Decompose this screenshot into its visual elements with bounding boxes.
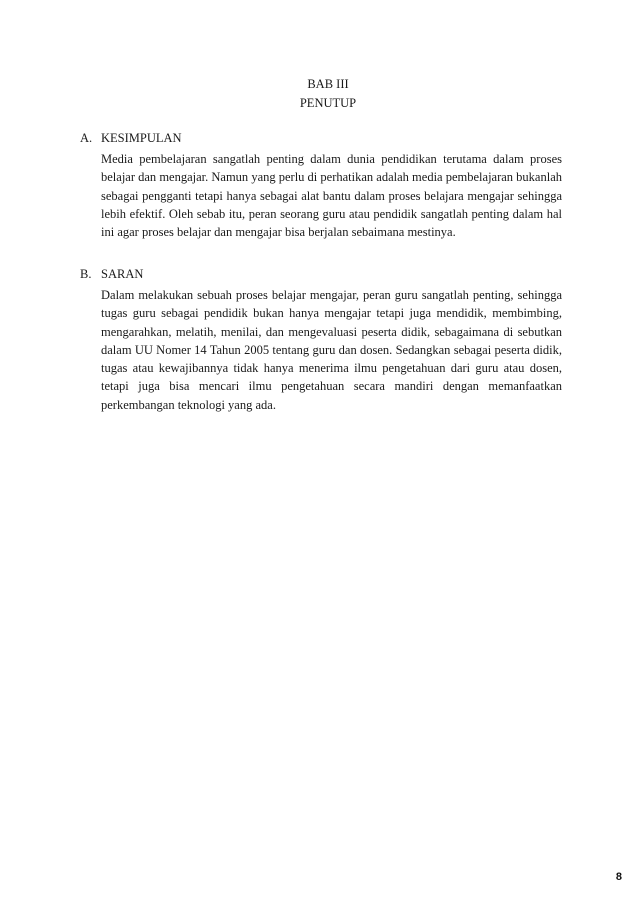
chapter-subtitle: PENUTUP: [299, 96, 357, 110]
section-saran: [80, 266, 562, 414]
section-title: SARAN: [101, 267, 144, 281]
section-number: B.: [80, 267, 92, 281]
section-number: A.: [80, 131, 93, 145]
section-heading: [80, 130, 562, 146]
section-body: Dalam melakukan sebuah proses belajar mengajar, peran guru sangatlah penting, sehingga tugas guru sebagai pendidik bukan hanya mengajar tetapi juga mendidik, membimbing, mengarahkan, melatih, menilai, dan mengevaluasi peserta didik, sebagaimana di sebutkan dalam UU Nomer 14 Tahun 2005 tentang guru dan dosen. Sedangkan sebagai peserta didik, tugas atau kewajibannya tidak hanya menerima ilmu pengetahuan dari guru atau dosen, tetapi juga bisa mencari ilmu pengetahuan secara mandiri dengan memanfaatkan perkembangan teknologi yang ada.: [101, 288, 562, 412]
section-kesimpulan: [80, 130, 562, 241]
page-number: 8: [615, 871, 622, 883]
section-title: KESIMPULAN: [101, 131, 182, 145]
chapter-title: BAB III: [307, 77, 349, 91]
section-body: Media pembelajaran sangatlah penting dalam dunia pendidikan terutama dalam proses belajar dan mengajar. Namun yang perlu di perhatikan adalah media pembelajaran bukanlah sebagai pengganti tetapi hanya sebagai alat bantu dalam proses belajara mengajar sehingga lebih efektif. Oleh sebab itu, peran seorang guru atau pendidik sangatlah penting dalam hal ini agar proses belajar dan mengajar bisa berjalan sebaimana mestinya.: [101, 152, 562, 240]
section-heading: [80, 266, 562, 282]
